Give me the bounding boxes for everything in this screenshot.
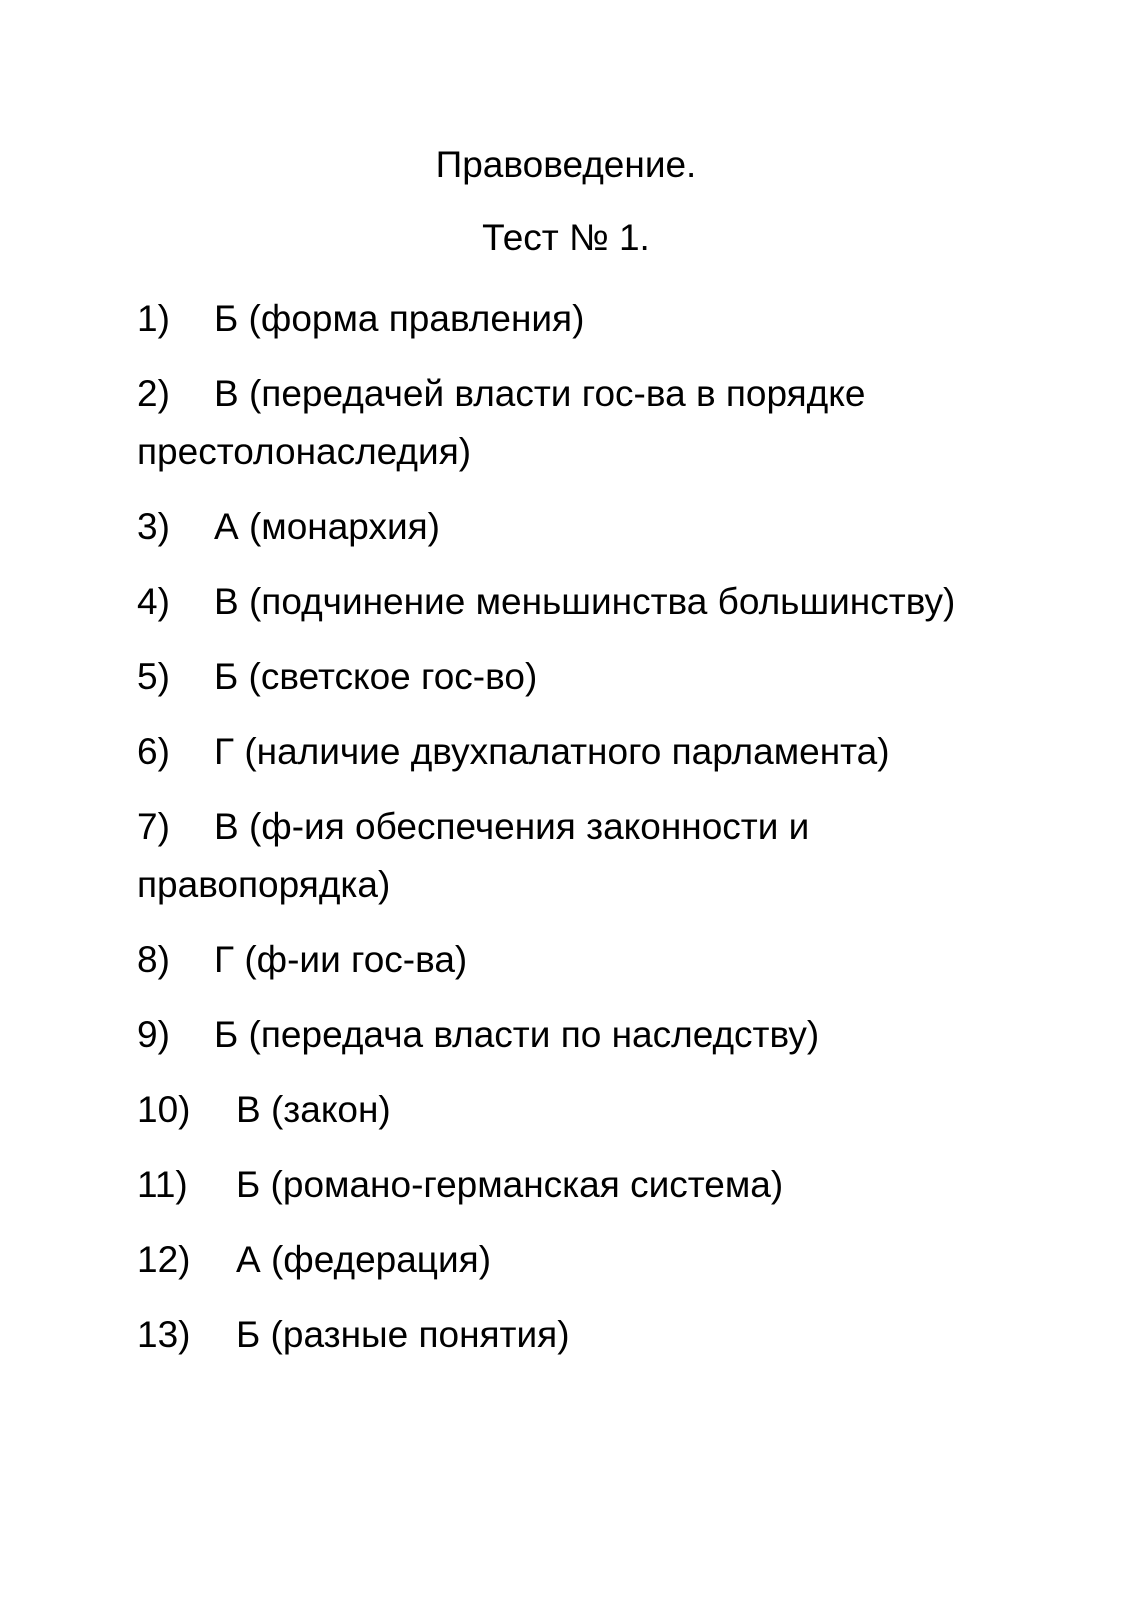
answer-list (137, 290, 997, 1381)
answer-item (137, 573, 997, 631)
answer-text: Б (разные понятия) (236, 1314, 570, 1355)
answer-text: В (ф-ия обеспечения законности и правопорядка) (137, 806, 810, 905)
answer-number: 6) (137, 731, 170, 772)
answer-text: В (передачей власти гос-ва в порядке престолонаследия) (137, 373, 866, 472)
answer-text: Б (светское гос-во) (214, 656, 538, 697)
answer-number: 1) (137, 298, 170, 339)
answer-number: 12) (137, 1239, 191, 1280)
answer-text: А (монархия) (214, 506, 440, 547)
answer-item (137, 498, 997, 556)
document-title: Правоведение. (435, 144, 697, 185)
answer-text: В (закон) (236, 1089, 391, 1130)
answer-item (137, 1081, 997, 1139)
answer-item (137, 648, 997, 706)
answer-text: Г (наличие двухпалатного парламента) (214, 731, 890, 772)
answer-number: 3) (137, 506, 170, 547)
answer-item (137, 365, 997, 481)
answer-number: 5) (137, 656, 170, 697)
answer-item (137, 1156, 997, 1214)
answer-number: 2) (137, 373, 170, 414)
answer-item (137, 1306, 997, 1364)
test-subtitle: Тест № 1. (482, 217, 650, 258)
answer-text: В (подчинение меньшинства большинству) (214, 581, 956, 622)
answer-number: 13) (137, 1314, 191, 1355)
answer-number: 10) (137, 1089, 191, 1130)
answer-number: 9) (137, 1014, 170, 1055)
answer-text: А (федерация) (236, 1239, 492, 1280)
answer-text: Г (ф-ии гос-ва) (214, 939, 468, 980)
answer-item (137, 798, 997, 914)
answer-number: 11) (137, 1164, 188, 1205)
answer-text: Б (форма правления) (214, 298, 585, 339)
answer-number: 4) (137, 581, 170, 622)
answer-number: 7) (137, 806, 170, 847)
answer-item (137, 931, 997, 989)
answer-item (137, 290, 997, 348)
answer-item (137, 1231, 997, 1289)
answer-text: Б (передача власти по наследству) (214, 1014, 820, 1055)
answer-text: Б (романо-германская система) (236, 1164, 784, 1205)
answer-number: 8) (137, 939, 170, 980)
answer-item (137, 1006, 997, 1064)
answer-item (137, 723, 997, 781)
